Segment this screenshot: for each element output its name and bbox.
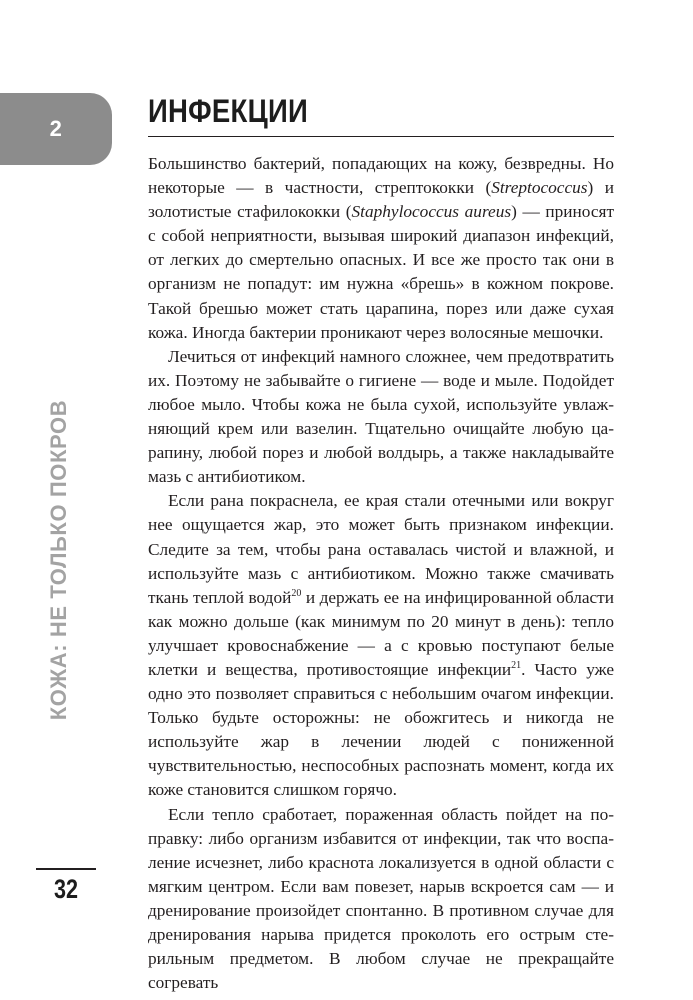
chapter-number: 2 [49,116,63,141]
text-run: Лечиться от инфекций намного сложнее, чем предотвратить их. Поэтому не забывайте о гигиене — воде и мыле. Подойдет любое мыло. Чтобы кожа не была сухой, используйте увлажняющий крем или вазелин. Тщательно очищайте любую царапину, любой порез и любой волдырь, а также накладывайте мазь с антибиотиком. [148,346,614,487]
page-number-rule [36,868,96,870]
body-paragraph [148,345,614,490]
text-run: ) — приносят с собой неприятности, вызывая широкий диапазон инфекций, от легких до смертельно опасных. И все же просто так они в организм не попадут: им нужна «брешь» в кожном покрове. Такой брешью может стать царапина, порез или даже сухая кожа. Иногда бактерии проникают через волосяные мешочки. [148,202,614,342]
footnote-ref: 20 [291,587,302,599]
page-number: 32 [53,874,79,904]
body-paragraph [148,489,614,802]
running-title: КОЖА: НЕ ТОЛЬКО ПОКРОВ [46,399,71,721]
text-run: Если тепло сработает, пораженная область пойдет на поправку: либо организм избавится от инфекции, так что воспаление исчезнет, либо краснота локализуется в одной области с мягким центром. Если вам повезет, нарыв вскроется сам — и дренирование произойдет спонтанно. В противном случае для дренирования нарыва придется проколоть его острым стерильным предметом. В любом случае не прекращайте согревать [148,804,614,993]
text-run: и держать ее на инфицированной области как можно дольше (как минимум по 20 минут в день): тепло улучшает кровоснабжение — а с кровью поступают белые клетки и вещества, противостоящие инфекции [148,587,614,679]
chapter-tab [0,93,112,165]
footnote-ref: 21 [511,659,522,671]
text-run: ) и золотистые стафилококки ( [148,178,614,222]
section-title: ИНФЕКЦИИ [148,93,309,129]
body-paragraph [148,803,614,996]
text-run: Если рана покраснела, ее края стали отечными или вокруг нее ощущается жар, это может быть признаком инфекции. Следите за тем, чтобы рана оставалась чистой и влажной, и используйте мазь с антибиотиком. Можно также смачивать ткань теплой водой [148,491,614,607]
italic-term: Streptococcus [491,178,588,198]
text-run: . Часто уже одно это позволяет справиться с небольшим очагом инфекции. Только будьте осторожны: не обожгитесь и никогда не используйте жар в лечении людей с пониженной чувствительностью, неспособных распознать момент, когда их коже становится слишком горячо. [148,659,614,800]
italic-term: Staphylococcus aureus [351,202,512,222]
body-paragraph [148,152,614,345]
section-heading-block [148,82,614,137]
text-run: Большинство бактерий, попадающих на кожу, безвредны. Но некоторые — в частности, стрептококки ( [148,154,614,198]
body-text [148,152,614,995]
